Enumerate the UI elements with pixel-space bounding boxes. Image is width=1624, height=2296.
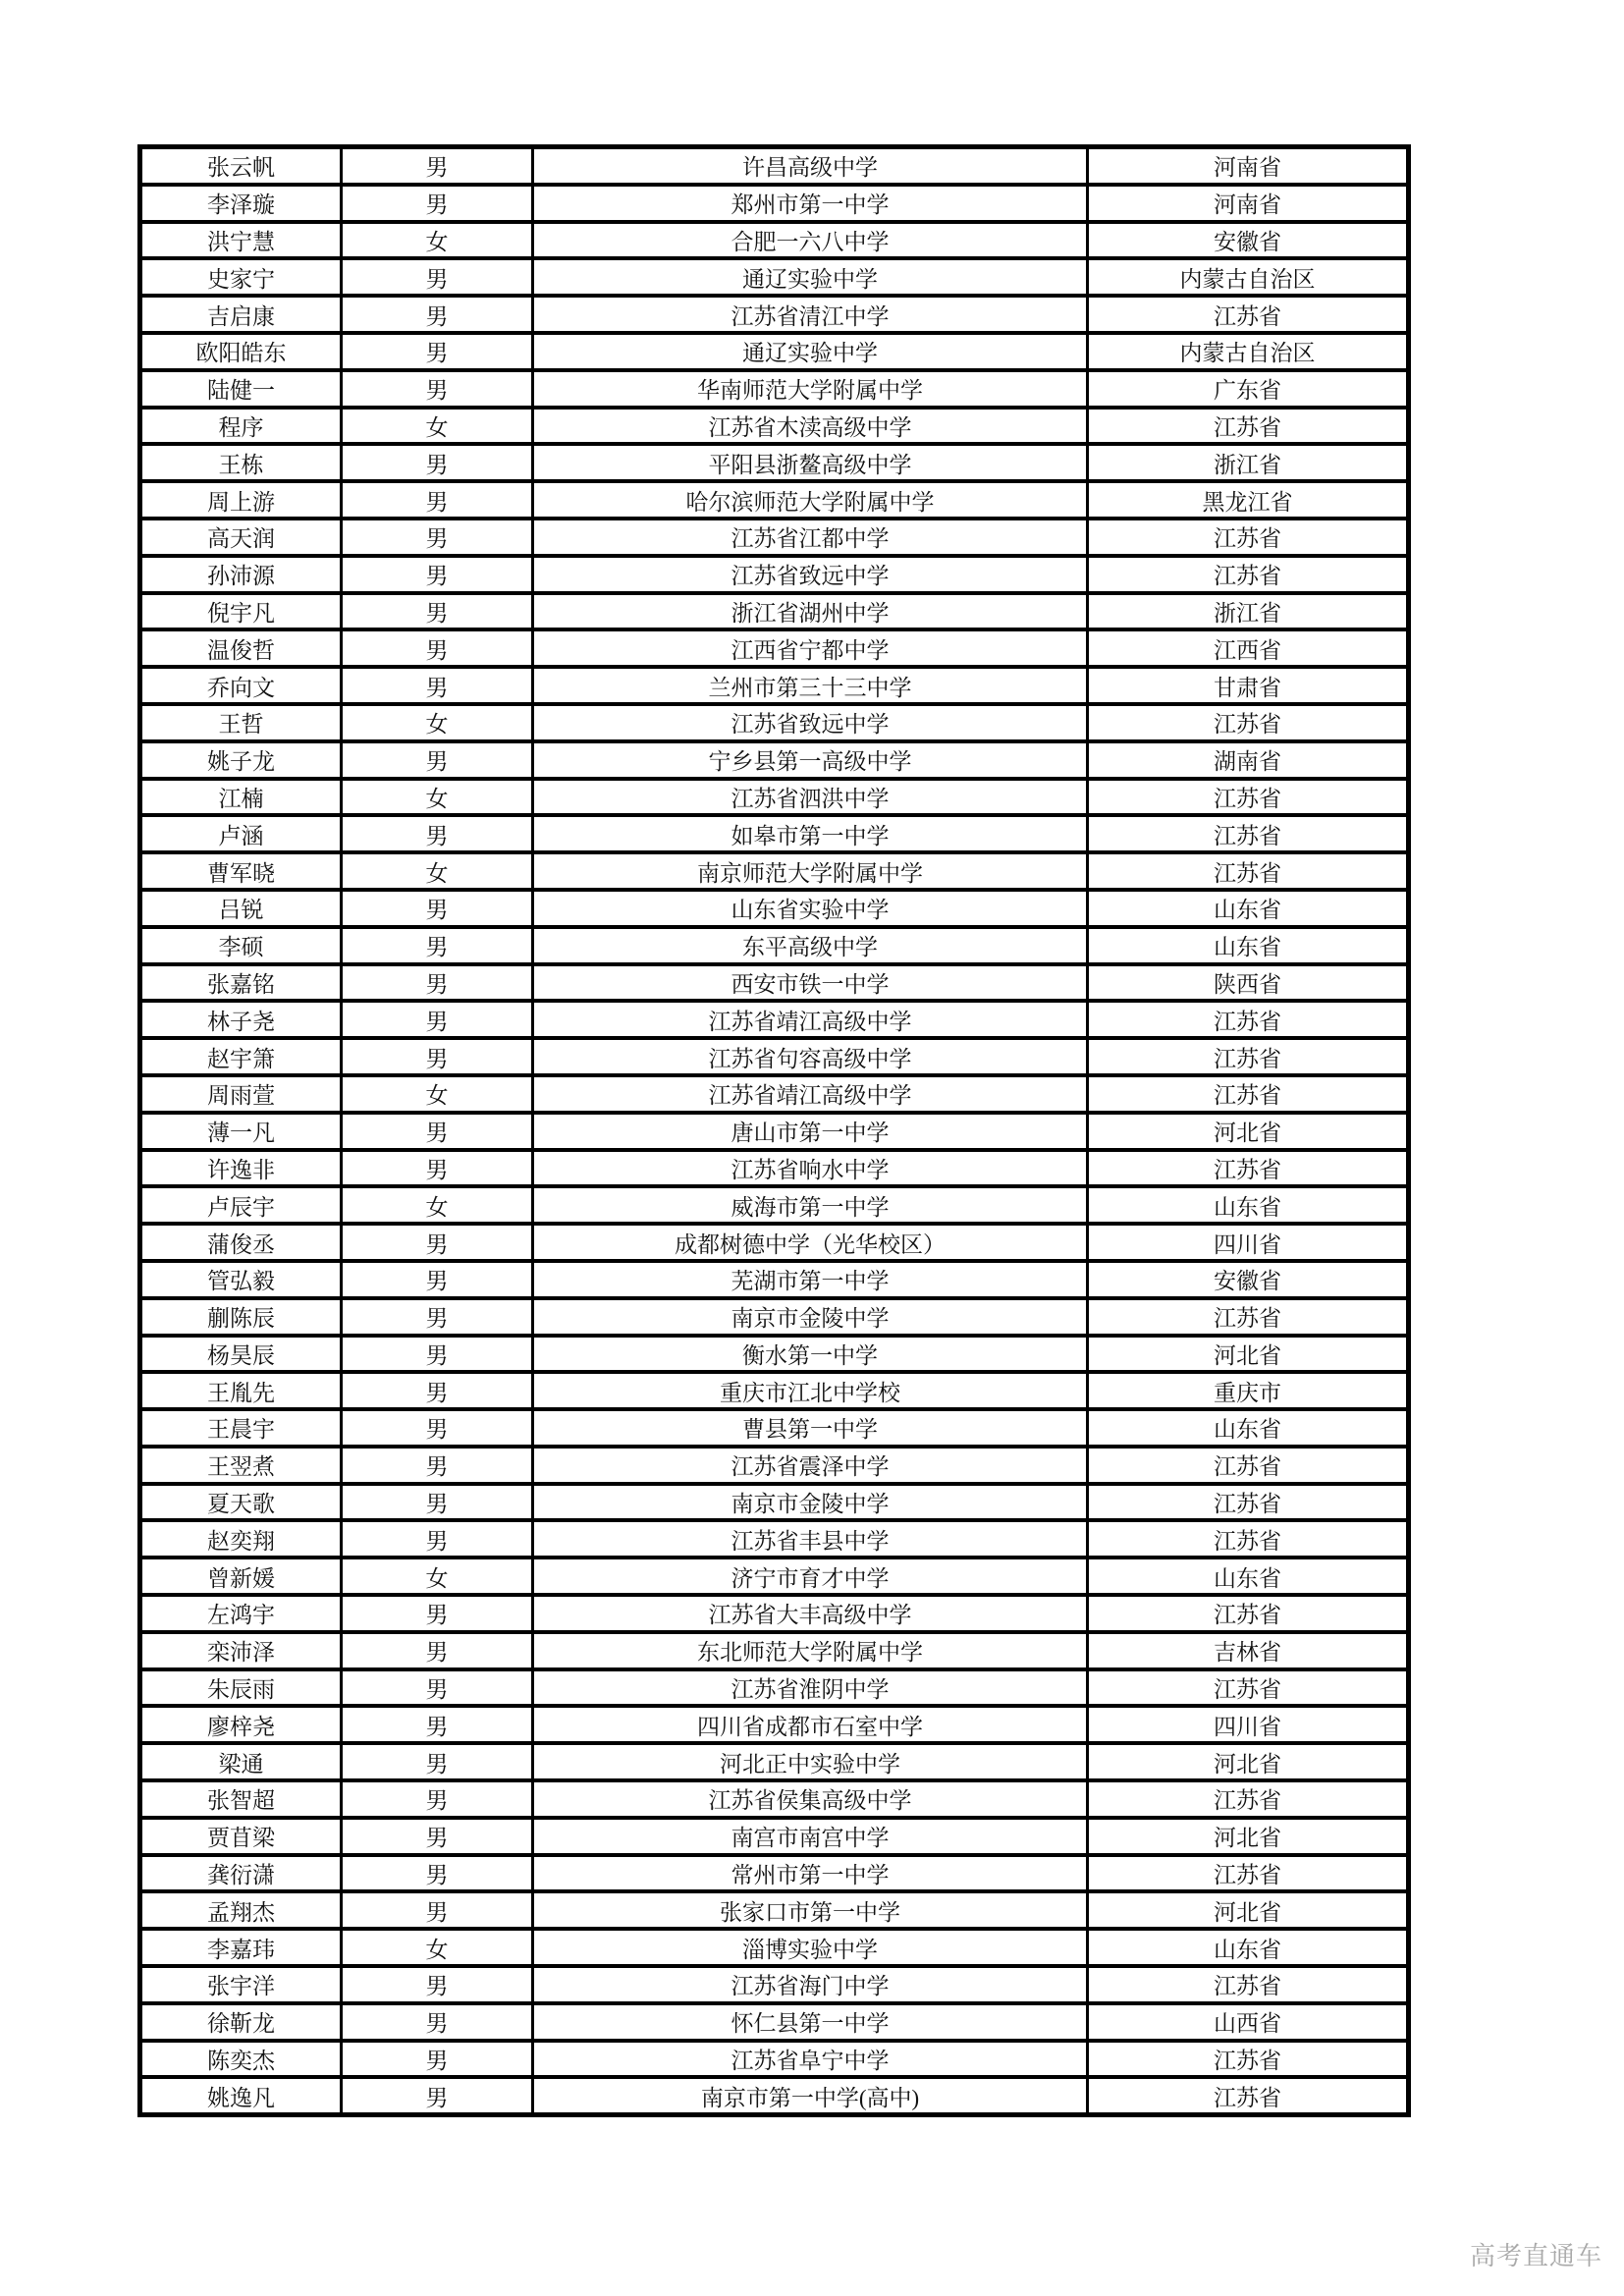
cell-school: 山东省实验中学 <box>533 890 1088 927</box>
cell-name: 吕锐 <box>140 890 342 927</box>
table-row <box>140 1520 1409 1558</box>
cell-gender: 男 <box>342 815 533 852</box>
table-row <box>140 1966 1409 2003</box>
cell-province: 陕西省 <box>1088 964 1409 1002</box>
cell-name: 贾苜梁 <box>140 1818 342 1855</box>
cell-province: 江苏省 <box>1088 1447 1409 1484</box>
cell-province: 江苏省 <box>1088 1966 1409 2003</box>
cell-gender: 男 <box>342 1113 533 1150</box>
cell-name: 卢涵 <box>140 815 342 852</box>
table-row <box>140 1743 1409 1780</box>
table-row <box>140 2077 1409 2114</box>
cell-name: 栾沛泽 <box>140 1632 342 1669</box>
cell-name: 孟翔杰 <box>140 1891 342 1929</box>
cell-name: 朱辰雨 <box>140 1669 342 1707</box>
cell-school: 通辽实验中学 <box>533 333 1088 370</box>
table-row <box>140 704 1409 741</box>
table-row <box>140 1113 1409 1150</box>
table-row <box>140 1818 1409 1855</box>
cell-gender: 女 <box>342 852 533 890</box>
cell-gender: 男 <box>342 333 533 370</box>
cell-school: 江苏省木渎高级中学 <box>533 408 1088 445</box>
cell-province: 山东省 <box>1088 1186 1409 1224</box>
cell-name: 曾新媛 <box>140 1558 342 1595</box>
cell-name: 赵奕翔 <box>140 1520 342 1558</box>
cell-school: 张家口市第一中学 <box>533 1891 1088 1929</box>
table-row <box>140 1409 1409 1447</box>
cell-gender: 男 <box>342 1855 533 1892</box>
cell-gender: 男 <box>342 1966 533 2003</box>
cell-gender: 男 <box>342 1447 533 1484</box>
cell-name: 林子尧 <box>140 1001 342 1038</box>
cell-gender: 男 <box>342 667 533 704</box>
table-row <box>140 147 1409 185</box>
cell-province: 江苏省 <box>1088 1855 1409 1892</box>
cell-school: 西安市铁一中学 <box>533 964 1088 1002</box>
cell-school: 常州市第一中学 <box>533 1855 1088 1892</box>
table-row <box>140 1001 1409 1038</box>
cell-gender: 男 <box>342 1298 533 1336</box>
cell-name: 曹军晓 <box>140 852 342 890</box>
cell-school: 江苏省大丰高级中学 <box>533 1595 1088 1632</box>
cell-gender: 男 <box>342 741 533 779</box>
table-row <box>140 964 1409 1002</box>
cell-school: 衡水第一中学 <box>533 1336 1088 1373</box>
cell-gender: 男 <box>342 1150 533 1187</box>
table-row <box>140 185 1409 222</box>
cell-province: 山东省 <box>1088 1929 1409 1966</box>
watermark-gaokao-zhitongche: 高考直通车 <box>1469 2241 1602 2270</box>
cell-province: 吉林省 <box>1088 1632 1409 1669</box>
cell-province: 江苏省 <box>1088 1484 1409 1521</box>
cell-school: 江苏省阜宁中学 <box>533 2041 1088 2078</box>
cell-name: 乔向文 <box>140 667 342 704</box>
table-row <box>140 852 1409 890</box>
cell-school: 许昌高级中学 <box>533 147 1088 185</box>
table-row <box>140 222 1409 259</box>
student-roster-table <box>137 144 1411 2117</box>
cell-name: 李嘉玮 <box>140 1929 342 1966</box>
cell-school: 南京市金陵中学 <box>533 1484 1088 1521</box>
table-row <box>140 1780 1409 1818</box>
table-row <box>140 1855 1409 1892</box>
cell-gender: 女 <box>342 408 533 445</box>
cell-gender: 男 <box>342 1632 533 1669</box>
table-row <box>140 890 1409 927</box>
table-row <box>140 667 1409 704</box>
cell-gender: 男 <box>342 1336 533 1373</box>
cell-name: 倪宇凡 <box>140 593 342 630</box>
cell-name: 左鸿宇 <box>140 1595 342 1632</box>
cell-school: 江苏省靖江高级中学 <box>533 1001 1088 1038</box>
cell-province: 河北省 <box>1088 1743 1409 1780</box>
cell-name: 蒲俊丞 <box>140 1224 342 1261</box>
table-row <box>140 296 1409 333</box>
table-row <box>140 556 1409 593</box>
cell-gender: 女 <box>342 1929 533 1966</box>
cell-school: 江苏省海门中学 <box>533 1966 1088 2003</box>
table-row <box>140 779 1409 816</box>
cell-name: 王栋 <box>140 444 342 481</box>
cell-province: 江苏省 <box>1088 408 1409 445</box>
cell-school: 河北正中实验中学 <box>533 1743 1088 1780</box>
cell-school: 南京师范大学附属中学 <box>533 852 1088 890</box>
table-row <box>140 1298 1409 1336</box>
cell-gender: 男 <box>342 1780 533 1818</box>
cell-school: 唐山市第一中学 <box>533 1113 1088 1150</box>
cell-name: 王晨宇 <box>140 1409 342 1447</box>
cell-school: 平阳县浙鳌高级中学 <box>533 444 1088 481</box>
cell-gender: 男 <box>342 1743 533 1780</box>
table-row <box>140 258 1409 296</box>
cell-school: 郑州市第一中学 <box>533 185 1088 222</box>
cell-gender: 男 <box>342 1484 533 1521</box>
cell-gender: 男 <box>342 2003 533 2041</box>
table-row <box>140 1372 1409 1409</box>
cell-province: 江苏省 <box>1088 1669 1409 1707</box>
cell-province: 江苏省 <box>1088 704 1409 741</box>
cell-school: 曹县第一中学 <box>533 1409 1088 1447</box>
cell-province: 山东省 <box>1088 1409 1409 1447</box>
cell-school: 怀仁县第一中学 <box>533 2003 1088 2041</box>
table-row <box>140 593 1409 630</box>
table-row <box>140 1669 1409 1707</box>
table-row <box>140 1929 1409 1966</box>
cell-name: 欧阳皓东 <box>140 333 342 370</box>
cell-name: 杨昊辰 <box>140 1336 342 1373</box>
cell-province: 江苏省 <box>1088 296 1409 333</box>
table-row <box>140 927 1409 964</box>
cell-gender: 男 <box>342 1001 533 1038</box>
cell-province: 江苏省 <box>1088 779 1409 816</box>
cell-gender: 男 <box>342 1038 533 1075</box>
cell-name: 王翌煮 <box>140 1447 342 1484</box>
cell-gender: 男 <box>342 1891 533 1929</box>
cell-school: 四川省成都市石室中学 <box>533 1706 1088 1743</box>
cell-school: 济宁市育才中学 <box>533 1558 1088 1595</box>
table-row <box>140 408 1409 445</box>
cell-school: 南京市金陵中学 <box>533 1298 1088 1336</box>
cell-gender: 男 <box>342 890 533 927</box>
cell-gender: 男 <box>342 1409 533 1447</box>
cell-name: 夏天歌 <box>140 1484 342 1521</box>
cell-school: 江苏省清江中学 <box>533 296 1088 333</box>
cell-school: 江苏省丰县中学 <box>533 1520 1088 1558</box>
cell-province: 河南省 <box>1088 185 1409 222</box>
cell-name: 张宇洋 <box>140 1966 342 2003</box>
cell-province: 江苏省 <box>1088 1520 1409 1558</box>
cell-province: 江西省 <box>1088 629 1409 667</box>
table-row <box>140 1336 1409 1373</box>
cell-gender: 男 <box>342 556 533 593</box>
table-row <box>140 1224 1409 1261</box>
cell-school: 江苏省致远中学 <box>533 704 1088 741</box>
cell-province: 江苏省 <box>1088 1780 1409 1818</box>
cell-gender: 男 <box>342 593 533 630</box>
cell-name: 张嘉铭 <box>140 964 342 1002</box>
cell-name: 李硕 <box>140 927 342 964</box>
cell-name: 薄一凡 <box>140 1113 342 1150</box>
cell-province: 浙江省 <box>1088 444 1409 481</box>
cell-name: 许逸非 <box>140 1150 342 1187</box>
cell-name: 孙沛源 <box>140 556 342 593</box>
cell-gender: 女 <box>342 1186 533 1224</box>
cell-province: 甘肃省 <box>1088 667 1409 704</box>
cell-school: 江苏省震泽中学 <box>533 1447 1088 1484</box>
table-row <box>140 481 1409 519</box>
cell-gender: 男 <box>342 519 533 556</box>
cell-name: 姚子龙 <box>140 741 342 779</box>
cell-name: 吉启康 <box>140 296 342 333</box>
cell-school: 江西省宁都中学 <box>533 629 1088 667</box>
cell-gender: 男 <box>342 964 533 1002</box>
cell-school: 江苏省泗洪中学 <box>533 779 1088 816</box>
cell-school: 江苏省靖江高级中学 <box>533 1075 1088 1113</box>
cell-name: 赵宇箫 <box>140 1038 342 1075</box>
cell-gender: 女 <box>342 222 533 259</box>
cell-gender: 男 <box>342 481 533 519</box>
cell-province: 江苏省 <box>1088 1150 1409 1187</box>
cell-province: 浙江省 <box>1088 593 1409 630</box>
cell-province: 河北省 <box>1088 1818 1409 1855</box>
cell-school: 如皋市第一中学 <box>533 815 1088 852</box>
table-row <box>140 1484 1409 1521</box>
cell-province: 四川省 <box>1088 1706 1409 1743</box>
cell-school: 东北师范大学附属中学 <box>533 1632 1088 1669</box>
cell-school: 东平高级中学 <box>533 927 1088 964</box>
table-row <box>140 1038 1409 1075</box>
cell-province: 湖南省 <box>1088 741 1409 779</box>
table-row <box>140 1075 1409 1113</box>
cell-school: 芜湖市第一中学 <box>533 1261 1088 1298</box>
table-row <box>140 370 1409 408</box>
cell-school: 南京市第一中学(高中) <box>533 2077 1088 2114</box>
cell-name: 蒯陈辰 <box>140 1298 342 1336</box>
cell-name: 李泽璇 <box>140 185 342 222</box>
table-row <box>140 815 1409 852</box>
cell-name: 周雨萱 <box>140 1075 342 1113</box>
cell-province: 河北省 <box>1088 1891 1409 1929</box>
cell-province: 黑龙江省 <box>1088 481 1409 519</box>
cell-school: 浙江省湖州中学 <box>533 593 1088 630</box>
cell-province: 河南省 <box>1088 147 1409 185</box>
cell-school: 江苏省淮阴中学 <box>533 1669 1088 1707</box>
cell-province: 河北省 <box>1088 1336 1409 1373</box>
cell-province: 江苏省 <box>1088 556 1409 593</box>
cell-gender: 男 <box>342 296 533 333</box>
cell-province: 江苏省 <box>1088 1595 1409 1632</box>
cell-school: 江苏省句容高级中学 <box>533 1038 1088 1075</box>
cell-school: 通辽实验中学 <box>533 258 1088 296</box>
cell-province: 山西省 <box>1088 2003 1409 2041</box>
cell-gender: 男 <box>342 1520 533 1558</box>
table-row <box>140 2003 1409 2041</box>
table-row <box>140 333 1409 370</box>
cell-name: 温俊哲 <box>140 629 342 667</box>
cell-gender: 女 <box>342 1075 533 1113</box>
cell-gender: 女 <box>342 704 533 741</box>
cell-gender: 男 <box>342 258 533 296</box>
cell-name: 王哲 <box>140 704 342 741</box>
cell-gender: 男 <box>342 1706 533 1743</box>
cell-gender: 男 <box>342 2077 533 2114</box>
cell-name: 龚衍潇 <box>140 1855 342 1892</box>
cell-gender: 男 <box>342 2041 533 2078</box>
cell-name: 张智超 <box>140 1780 342 1818</box>
cell-gender: 男 <box>342 629 533 667</box>
cell-name: 周上游 <box>140 481 342 519</box>
cell-gender: 男 <box>342 185 533 222</box>
cell-gender: 男 <box>342 147 533 185</box>
table-row <box>140 1891 1409 1929</box>
cell-name: 程序 <box>140 408 342 445</box>
cell-province: 江苏省 <box>1088 519 1409 556</box>
cell-gender: 男 <box>342 1818 533 1855</box>
cell-school: 江苏省响水中学 <box>533 1150 1088 1187</box>
table-row <box>140 1706 1409 1743</box>
cell-school: 南宫市南宫中学 <box>533 1818 1088 1855</box>
table-row <box>140 1558 1409 1595</box>
cell-school: 威海市第一中学 <box>533 1186 1088 1224</box>
cell-province: 江苏省 <box>1088 2041 1409 2078</box>
cell-name: 洪宁慧 <box>140 222 342 259</box>
table-row <box>140 2041 1409 2078</box>
cell-province: 四川省 <box>1088 1224 1409 1261</box>
cell-school: 成都树德中学（光华校区） <box>533 1224 1088 1261</box>
cell-name: 王胤先 <box>140 1372 342 1409</box>
roster-table-body <box>140 147 1409 2115</box>
cell-school: 淄博实验中学 <box>533 1929 1088 1966</box>
cell-province: 安徽省 <box>1088 222 1409 259</box>
cell-province: 江苏省 <box>1088 1075 1409 1113</box>
cell-gender: 女 <box>342 1558 533 1595</box>
cell-name: 陆健一 <box>140 370 342 408</box>
table-row <box>140 629 1409 667</box>
table-row <box>140 741 1409 779</box>
cell-gender: 男 <box>342 1372 533 1409</box>
cell-province: 安徽省 <box>1088 1261 1409 1298</box>
cell-province: 江苏省 <box>1088 1001 1409 1038</box>
table-row <box>140 1150 1409 1187</box>
table-row <box>140 1447 1409 1484</box>
cell-name: 张云帆 <box>140 147 342 185</box>
cell-name: 史家宁 <box>140 258 342 296</box>
cell-gender: 男 <box>342 444 533 481</box>
cell-name: 高天润 <box>140 519 342 556</box>
cell-province: 内蒙古自治区 <box>1088 333 1409 370</box>
cell-province: 江苏省 <box>1088 1038 1409 1075</box>
cell-province: 河北省 <box>1088 1113 1409 1150</box>
cell-province: 山东省 <box>1088 1558 1409 1595</box>
table-row <box>140 444 1409 481</box>
cell-gender: 男 <box>342 927 533 964</box>
cell-name: 姚逸凡 <box>140 2077 342 2114</box>
cell-school: 哈尔滨师范大学附属中学 <box>533 481 1088 519</box>
cell-gender: 男 <box>342 1595 533 1632</box>
cell-province: 山东省 <box>1088 927 1409 964</box>
cell-gender: 男 <box>342 1669 533 1707</box>
cell-name: 江楠 <box>140 779 342 816</box>
table-row <box>140 1261 1409 1298</box>
table-row <box>140 519 1409 556</box>
cell-gender: 女 <box>342 779 533 816</box>
table-row <box>140 1632 1409 1669</box>
cell-province: 重庆市 <box>1088 1372 1409 1409</box>
cell-gender: 男 <box>342 1224 533 1261</box>
cell-name: 廖梓尧 <box>140 1706 342 1743</box>
cell-province: 山东省 <box>1088 890 1409 927</box>
cell-name: 徐靳龙 <box>140 2003 342 2041</box>
cell-school: 江苏省江都中学 <box>533 519 1088 556</box>
cell-province: 江苏省 <box>1088 1298 1409 1336</box>
cell-name: 陈奕杰 <box>140 2041 342 2078</box>
cell-school: 华南师范大学附属中学 <box>533 370 1088 408</box>
cell-name: 卢辰宇 <box>140 1186 342 1224</box>
cell-province: 江苏省 <box>1088 2077 1409 2114</box>
cell-gender: 男 <box>342 1261 533 1298</box>
cell-school: 江苏省致远中学 <box>533 556 1088 593</box>
cell-school: 兰州市第三十三中学 <box>533 667 1088 704</box>
cell-school: 宁乡县第一高级中学 <box>533 741 1088 779</box>
cell-name: 梁通 <box>140 1743 342 1780</box>
cell-name: 管弘毅 <box>140 1261 342 1298</box>
cell-gender: 男 <box>342 370 533 408</box>
cell-province: 内蒙古自治区 <box>1088 258 1409 296</box>
table-row <box>140 1595 1409 1632</box>
cell-province: 江苏省 <box>1088 852 1409 890</box>
cell-province: 广东省 <box>1088 370 1409 408</box>
cell-school: 合肥一六八中学 <box>533 222 1088 259</box>
cell-school: 重庆市江北中学校 <box>533 1372 1088 1409</box>
cell-school: 江苏省侯集高级中学 <box>533 1780 1088 1818</box>
cell-province: 江苏省 <box>1088 815 1409 852</box>
table-row <box>140 1186 1409 1224</box>
